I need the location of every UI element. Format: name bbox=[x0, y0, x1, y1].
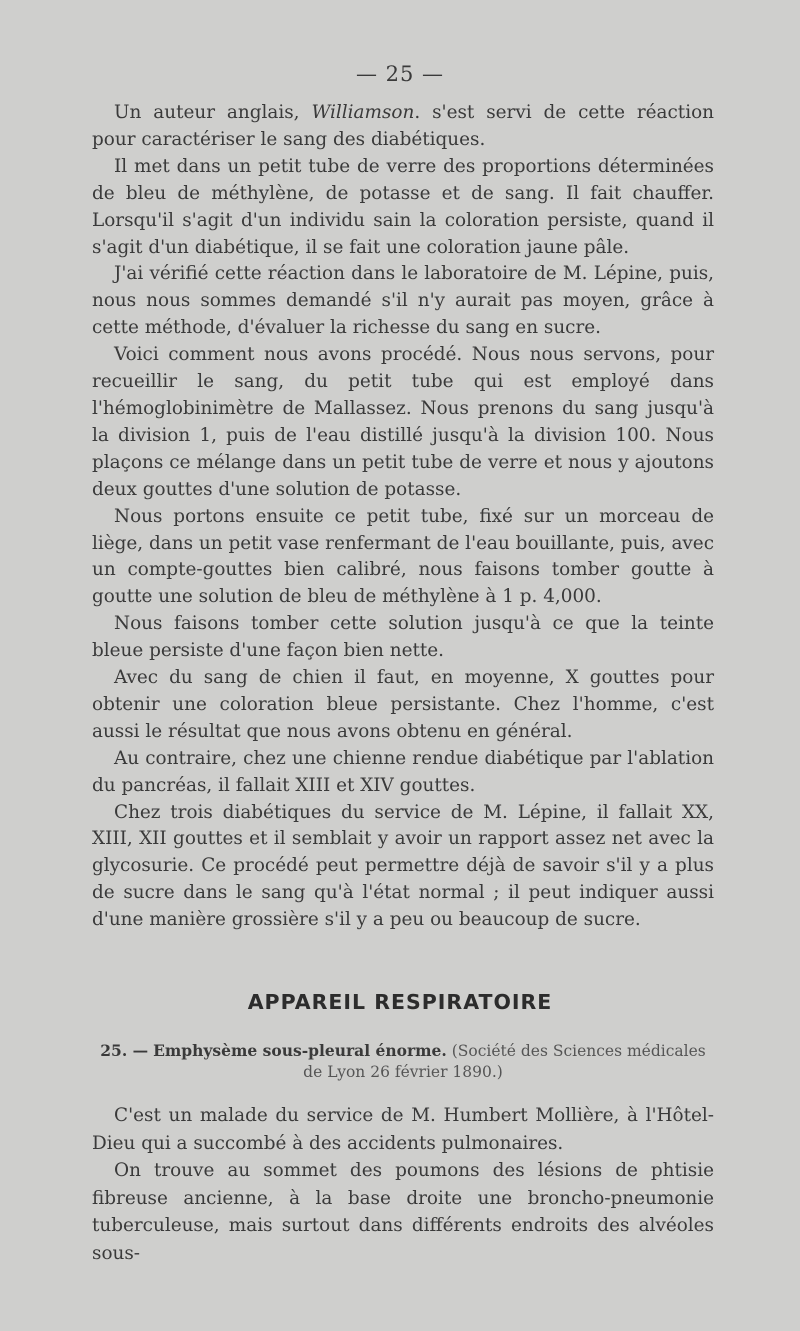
paragraph-4: Voici comment nous avons procédé. Nous nous servons, pour recueillir le sang, du petit tube qui est employé dans l'hémoglobinimètre de Mallassez. Nous prenons du sang jusqu'à la division 1, puis de l'eau distillé jusqu'à la division 100. Nous plaçons ce mélange dans un petit tube de verre et nous y ajoutons deux gouttes d'une solution de potasse. bbox=[92, 344, 714, 500]
paragraph-2: Il met dans un petit tube de verre des proportions déterminées de bleu de méthylène, de potasse et de sang. Il fait chauffer. Lorsqu'il s'agit d'un individu sain la coloration persiste, quand il s'agit d'un diabétique, il se fait une coloration jaune pâle. bbox=[92, 155, 714, 258]
paragraph-9: Chez trois diabétiques du service de M. Lépine, il fallait XX, XIII, XII gouttes et il semblait y avoir un rapport assez net avec la glycosurie. Ce procédé peut permettre déjà de savoir s'il y a plus de sucre dans le sang qu'à l'état normal ; il peut indiquer aussi d'une manière grossière s'il y a peu ou beaucoup de sucre. bbox=[92, 801, 714, 931]
paragraph-6: Nous faisons tomber cette solution jusqu'à ce que la teinte bleue persiste d'une façon bien nette. bbox=[92, 613, 714, 662]
section-title: APPAREIL RESPIRATOIRE bbox=[247, 990, 553, 1014]
paragraph-8: Au contraire, chez une chienne rendue diabétique par l'ablation du pancréas, il fallait XIII et XIV gouttes. bbox=[92, 747, 714, 796]
paragraph-5: Nous portons ensuite ce petit tube, fixé sur un morceau de liège, dans un petit vase renfermant de l'eau bouillante, puis, avec un compte-gouttes bien calibré, nous faisons tomber goutte à goutte une solution de bleu de méthylène à 1 p. 4,000. bbox=[92, 505, 714, 608]
author-name: Williamson bbox=[311, 102, 415, 123]
entry-number: 25. — bbox=[100, 1041, 149, 1060]
entry-source: (Société des Sciences médicales de Lyon 26 février 1890.) bbox=[303, 1042, 706, 1081]
page-number: — 25 — bbox=[355, 62, 445, 86]
paragraph-1: Un auteur anglais, Williamson. s'est servi de cette réaction pour caractériser le sang des diabétiques. bbox=[92, 102, 714, 150]
entry-heading bbox=[92, 1040, 714, 1083]
paragraph-10: C'est un malade du service de M. Humbert Mollière, à l'Hôtel-Dieu qui a succombé à des accidents pulmonaires. bbox=[92, 1105, 714, 1154]
paragraph-7: Avec du sang de chien il faut, en moyenne, X gouttes pour obtenir une coloration bleue persistante. Chez l'homme, c'est aussi le résultat que nous avons obtenu en général. bbox=[92, 667, 714, 742]
paragraph-11: On trouve au sommet des poumons des lésions de phtisie fibreuse ancienne, à la base droite une broncho-pneumonie tuberculeuse, mais surtout dans différents endroits des alvéoles sous- bbox=[92, 1160, 714, 1264]
body-text bbox=[92, 100, 714, 934]
entry-title: Emphysème sous-pleural énorme. bbox=[153, 1041, 447, 1060]
body-text-2 bbox=[92, 1102, 714, 1267]
paragraph-3: J'ai vérifié cette réaction dans le laboratoire de M. Lépine, puis, nous nous sommes demandé s'il n'y aurait pas moyen, grâce à cette méthode, d'évaluer la richesse du sang en sucre. bbox=[92, 263, 714, 339]
